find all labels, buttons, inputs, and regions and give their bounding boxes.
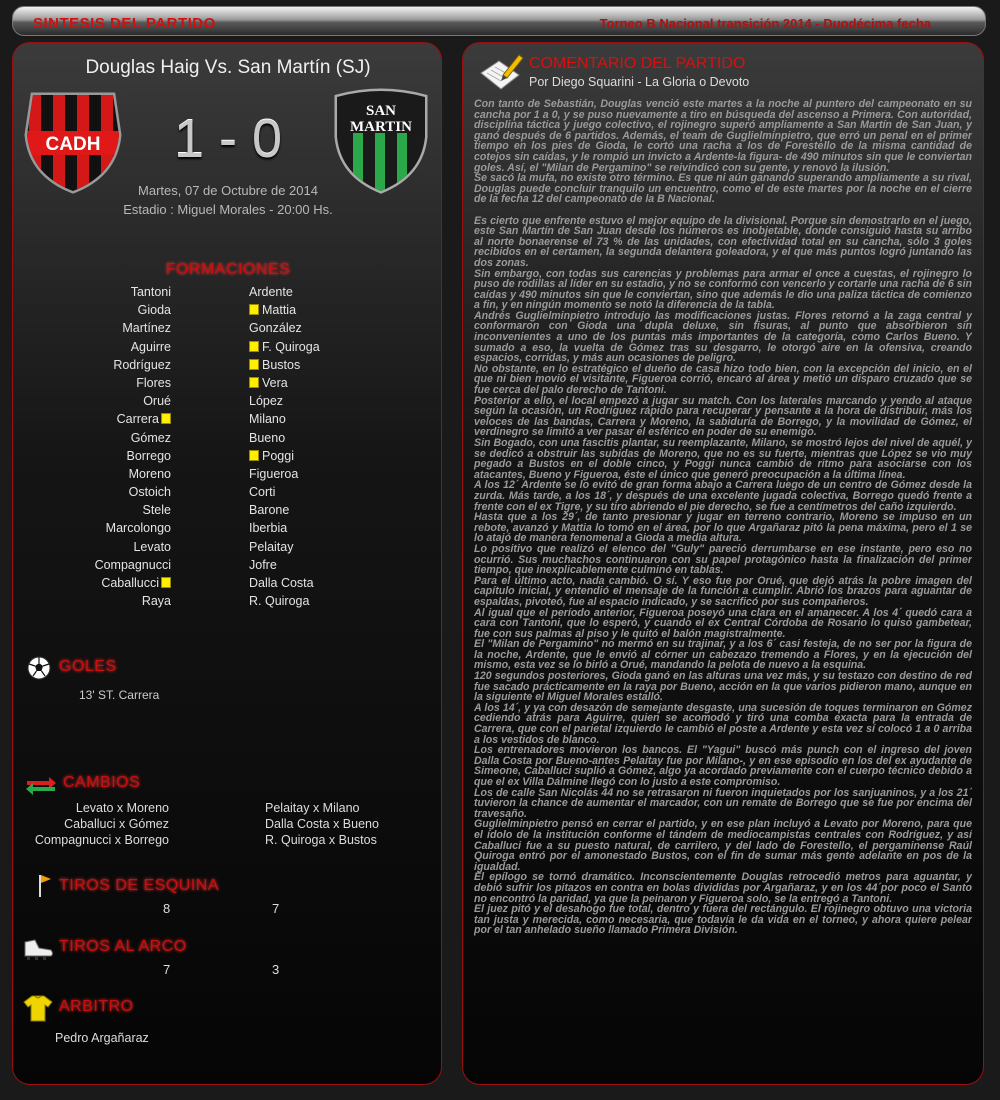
player-name: Ostoich (128, 485, 171, 500)
corners-title: TIROS DE ESQUINA (59, 877, 220, 894)
match-venue: Estadio : Miguel Morales - 20:00 Hs. (123, 202, 333, 217)
player-row (33, 592, 171, 610)
player-row (33, 374, 171, 392)
yellow-card-icon (249, 341, 259, 352)
match-score: 1 - 0 (173, 109, 283, 169)
yellow-card-icon (249, 450, 259, 461)
home-goal-entry: 13' ST. Carrera (79, 688, 160, 702)
corner-flag-icon (33, 873, 57, 897)
home-corners: 8 (163, 901, 171, 916)
player-name: Carrera (116, 412, 159, 427)
player-row (249, 447, 429, 465)
referee-title: ARBITRO (59, 998, 134, 1015)
player-name: R. Quiroga (249, 594, 310, 609)
substitution-arrows-icon (25, 773, 57, 797)
player-name: Rodríguez (113, 357, 171, 372)
player-row (33, 410, 171, 428)
referee-shirt-icon (23, 993, 53, 1023)
football-boot-icon (21, 936, 55, 960)
substitution-entry: Caballuci x Gómez (64, 817, 169, 831)
player-row (249, 392, 429, 410)
yellow-card-icon (249, 304, 259, 315)
player-row (249, 374, 429, 392)
commentary-paragraph: 120 segundos posteriores, Gioda ganó en las alturas una vez más, y su testazo con destino de red fue sacado prácticamente en la raya por Bueno, acción en la que varios pidieron mano, aunque en la siguiente el Miguel Morales estalló. (474, 670, 972, 704)
player-row (249, 338, 429, 356)
player-row (33, 429, 171, 447)
yellow-card-icon (249, 359, 259, 370)
home-lineup (33, 283, 171, 610)
player-row (249, 283, 429, 301)
commentary-paragraph: Andrés Guglielminpietro introdujo las modificaciones justas. Flores retornó a la zaga central y conformaron con Gioda una dupla deluxe, sin fisuras, al punto que absorbieron sin inconvenientes a uno de los puntas más importantes de la categoría, como Carlos Bueno. Y sumado a eso, la vuelta de Gómez tras su desgarro, le otorgó aire en la ofensiva, creando espacios, corridas, y más aun ocasiones de peligro. (474, 309, 972, 365)
player-name: Mattia (262, 303, 297, 318)
player-row (33, 447, 171, 465)
player-name: Vera (262, 375, 288, 390)
commentary-title: COMENTARIO DEL PARTIDO (529, 55, 746, 72)
player-row (33, 556, 171, 574)
home-substitutions (23, 800, 169, 848)
douglas-haig-crest (23, 85, 123, 195)
player-row (33, 574, 171, 592)
substitution-entry: Levato x Moreno (75, 801, 169, 815)
player-name: Poggi (262, 448, 294, 463)
player-name: Dalla Costa (249, 576, 314, 590)
goals-title: GOLES (59, 658, 117, 675)
player-name: Corti (249, 485, 276, 500)
player-name: González (249, 321, 302, 336)
player-name: F. Quiroga (262, 339, 320, 354)
player-name: Aguirre (130, 339, 171, 354)
player-name: Iberbia (249, 521, 288, 536)
commentary-paragraph: Los entrenadores movieron los bancos. El "Yagui" buscó más punch con el ingreso del joven Dalla Costa por Bueno-antes Pelaitay fue por Milano-, y en ese episodio en los del ex ayudante de Simeone, Caballuci suplió a Gómez, algo ya acordado previamente con el cuerpo técnico debido a que el ex Villa Dálmine llegó con lo justo a este compromiso. (474, 744, 972, 788)
substitutions-title: CAMBIOS (63, 774, 141, 791)
player-row (33, 301, 171, 319)
yellow-card-icon (161, 413, 171, 424)
player-name: Barone (249, 503, 290, 518)
player-name: Flores (136, 375, 171, 390)
commentary-paragraph: Guglielminpietro pensó en cerrar el partido, y en ese plan incluyó a Levato por Moreno, para que el ídolo de la institución conforme el tándem de mediocampistas centrales con Rodríguez, y así Caballuci fue a su puesto natural, de carrilero, y del lado de Forestello, el pergaminense Raúl Quiroga entró por el amonestado Bustos, con el fin de sumar más gente adelante en pos de la igualdad. (474, 818, 972, 873)
commentary-paragraph: Los de calle San Nicolás 44 no se retrasaron ni fueron inquietados por los sanjuaninos, y a los 21´ tuvieron la chance de aumentar el marcador, con un remate de Borrego que se fue por encima del travesaño. (474, 786, 972, 820)
away-corners: 7 (272, 901, 280, 916)
player-row (249, 519, 429, 537)
commentary-paragraph: Al igual que el período anterior, Figueroa poseyó una clara en el amanecer. A los 4´ quedó cara a cara con Tantoni, que lo esperó, y cuando el ex Central Córdoba de Rosario lo quiso gambetear, fue con sus palmas al piso y le quitó el balón magistralmente. (474, 606, 972, 640)
player-row (33, 483, 171, 501)
formations-title: FORMACIONES (165, 261, 291, 278)
match-summary-panel (12, 42, 442, 1085)
player-name: Gioda (137, 303, 171, 318)
player-name: Pelaitay (249, 539, 294, 554)
match-info (13, 181, 443, 219)
away-substitutions (265, 800, 435, 848)
player-name: Figueroa (249, 466, 299, 481)
commentary-paragraph: Se sacó la mufa, no existe otro término. Es que ni aún ganando superando ampliamente a su rival, Douglas puede concluir tranquilo un encuentro, como el de este martes por la noche en el cierre de la fecha 12 del campeonato de la B Nacional. (474, 172, 972, 206)
tournament-title: Torneo B Nacional transición 2014 - Duodécima fecha (599, 16, 931, 31)
away-crest-text-bottom: MARTIN (350, 119, 412, 135)
player-name: Ardente (249, 285, 293, 299)
san-martin-crest (331, 85, 431, 195)
player-row (249, 556, 429, 574)
player-name: Jofre (249, 557, 277, 572)
commentary-paragraph: A los 12´ Ardente se lo evitó de gran forma abajo a Carrera luego de un centro de Gómez desde la zurda. Más tarde, a los 18´, y después de una excelente jugada colectiva, Borrego quedó frente a frente con el ex Tigre, y su tiro abriendo el pie derecho, se fue a centímetros del caño izquierdo. (474, 479, 972, 513)
player-row (33, 538, 171, 556)
player-row (249, 465, 429, 483)
away-shots: 3 (272, 962, 280, 977)
commentary-paragraph: El epílogo se tornó dramático. Inconscientemente Douglas retrocedió metros para aguantar, y debió sufrir los pitazos en contra en bolas divididas por Argañaraz, y en los 44´por poco el Santo no encontró la paridad, ya que la peinaron y Figueroa solo, se la entregó a Tantoni. (474, 871, 972, 905)
player-row (33, 519, 171, 537)
player-row (33, 338, 171, 356)
commentary-paragraph: Posterior a ello, el local empezó a jugar su match. Con los laterales marcando y yendo al ataque según la ocasión, un Rodríguez rápido para recuperar y pensante a la hora de distribuir, más los veloces de las bandas, Carrera y Moreno, la sabiduría de Borrego, y la movilidad de Gómez, el verdinegro se limitó a ver pasar el esférico en poder de su enemigo. (474, 394, 972, 439)
yellow-card-icon (249, 377, 259, 388)
away-lineup (249, 283, 429, 610)
away-crest-text-top: SAN (365, 103, 397, 119)
player-name: Milano (249, 412, 286, 427)
player-name: Caballucci (101, 576, 159, 590)
player-row (249, 356, 429, 374)
commentary-paragraph: Hasta que a los 29´, de tanto presionar y jugar en terreno contrario, Moreno se impuso en un rebote, avanzó y Mattia lo tomó en el área, por lo que Argañaraz pitó la pena máxima, pero el 1 se lo atajó de manera fenomenal a Gioda a media altura. (474, 511, 972, 545)
player-row (249, 301, 429, 319)
player-row (249, 574, 429, 592)
commentary-paragraph: El "Milan de Pergamino" no mermó en su trajinar, y a los 6´ casi festeja, de no ser por la figura de la noche, Ardente, que le envió al córner un cabezazo tremendo a Flores, y en la ejecución del mismo, esta vez se lo birló a Orué, mandando la pelota de nuevo a la esquina. (474, 638, 972, 672)
player-row (249, 501, 429, 519)
player-name: Borrego (126, 448, 171, 463)
player-row (249, 538, 429, 556)
commentary-paragraph: No obstante, en lo estratégico el dueño de casa hizo todo bien, con la excepción del inicio, en el que ni bien movió el visitante, Figueroa corrió, encaró al área y metió un disparo cruzado que se fue cerca del palo derecho de Tantoni. (474, 362, 972, 397)
yellow-card-icon (161, 577, 171, 588)
player-name: Bustos (262, 357, 301, 372)
top-header-bar (12, 6, 986, 36)
substitution-entry: Dalla Costa x Bueno (265, 817, 379, 831)
player-name: Stele (142, 503, 171, 518)
soccer-ball-icon (27, 656, 51, 680)
player-name: Martínez (122, 321, 171, 336)
player-row (33, 465, 171, 483)
player-row (249, 429, 429, 447)
commentary-paragraph: Para el último acto, nada cambió. O sí. Y eso fue por Orué, que dejó atrás la pobre imagen del capítulo inicial, y entendió el mensaje de la función a cumplir. Abrió los brazos para aguantar de espaldas, pivoteó, fue al espacio indicado, y se sacrificó por sus compañeros. (474, 574, 972, 608)
match-title: Douglas Haig Vs. San Martín (SJ) (85, 57, 371, 78)
player-row (249, 319, 429, 337)
player-name: Compagnucci (94, 557, 171, 572)
player-name: López (249, 394, 284, 409)
commentary-paragraph: Es cierto que enfrente estuvo el mejor equipo de la divisional. Porque sin demostrarlo en el juego, este San Martín de San Juan desde los números es inobjetable, donde consiguió hasta su arribo al norte bonaerense el 73 % de las unidades, con efectividad total en su cancha, sólo 3 goles recibidos en el certamen, la segunda delantera goleadora, y el que más puntos logró juntando las dos zonas. (474, 214, 972, 269)
player-row (249, 592, 429, 610)
player-row (33, 392, 171, 410)
commentary-paragraph: A los 14´, y ya con desazón de semejante desgaste, una sucesión de toques terminaron en Gómez cediendo atrás para Aguirre, quien se acomodó y tiró una comba exacta para la entrada de Carrera, que con el parietal izquierdo le cambió el poste a Ardente y esta vez sí colocó 1 a 0 arriba a los vestidos de blanco. (474, 701, 972, 746)
commentary-body (474, 99, 972, 1079)
player-row (33, 356, 171, 374)
substitution-entry: Compagnucci x Borrego (34, 833, 169, 847)
home-shots: 7 (163, 962, 171, 977)
player-name: Tantoni (130, 285, 171, 299)
commentary-paragraph: Con tanto de Sebastián, Douglas venció este martes a la noche al puntero del campeonato en su cancha por 1 a 0, y se puso nuevamente a tiro en búsqueda del ascenso a Primera. Con autoridad, disciplina táctica y juego colectivo, el rojinegro superó ampliamente a San Martín de San Juan, y ganó después de 6 partidos. Además, el team de Guglielminpietro, que erró un penal en el primer tiempo en los pies de Gioda, le cortó una racha a los de Forestello de la misma cantidad de cotejos sin caídas, y le rompió un invicto a Ardente-la figura- de 490 minutos sin que le conviertan goles. Así, el "Milan de Pergamino" se reivindicó con su gente, y renovó la ilusión. (474, 99, 972, 174)
match-commentary-panel (462, 42, 984, 1085)
player-row (249, 410, 429, 428)
match-date: Martes, 07 de Octubre de 2014 (138, 183, 318, 198)
commentary-paragraph: Lo positivo que realizó el elenco del "Guly" pareció derrumbarse en ese instante, pero eso no ocurrió. Sus muchachos continuaron con su papel protagónico hasta la finalización del primer tiempo, que inexplicablemente culminó en tablas. (474, 542, 972, 577)
substitution-entry: Pelaitay x Milano (265, 801, 360, 815)
player-name: Raya (141, 594, 171, 609)
commentary-paragraph: Sin embargo, con todas sus carencias y problemas para armar el once a cuestas, el rojinegro lo puso de rodillas al líder en su estadio, y no se conformó con vencerlo y cortarle una racha de 6 sin caídas y 490 minutos sin que le conviertan, sino que además le dio una paliza táctica de comienzo a fin, y en ningún momento se notó la diferencia de la tabla. (474, 267, 972, 312)
player-name: Orué (143, 394, 171, 409)
commentary-author: Por Diego Squarini - La Gloria o Devoto (529, 75, 750, 89)
home-crest-text: CADH (45, 134, 101, 155)
section-header-title: SINTESIS DEL PARTIDO (33, 15, 216, 32)
player-row (33, 501, 171, 519)
substitution-entry: R. Quiroga x Bustos (265, 833, 377, 847)
player-name: Gómez (130, 430, 171, 445)
commentary-paragraph: El juez pitó y el desahogo fue total, dentro y fuera del rectángulo. El rojinegro obtuvo una victoria tan justa y merecida, como necesaria, que todavía le da vida en el torneo, y ahora quiere pelear por el tan anhelado sueño llamado Primera División. (474, 903, 972, 937)
player-name: Moreno (128, 466, 171, 481)
player-row (33, 283, 171, 301)
player-row (249, 483, 429, 501)
referee-name: Pedro Argañaraz (55, 1031, 149, 1045)
commentary-paragraph: Sin Bogado, con una fascitis plantar, su reemplazante, Milano, se mostró lejos del nivel de aquél, y se dedicó a obstruir las subidas de Moreno, que no es su fuerte, mientras que López se vio muy pegado a Bustos en el doble cinco, y Poggi nunca cambió de ritmo para asociarse con los atacantes, Bueno y Figueroa, éste el único que generó preocupación a la última línea. (474, 437, 972, 481)
player-name: Bueno (249, 430, 286, 445)
player-name: Marcolongo (105, 521, 171, 536)
player-name: Levato (133, 539, 171, 554)
player-row (33, 319, 171, 337)
shots-title: TIROS AL ARCO (59, 938, 187, 955)
notepad-pencil-icon (477, 51, 525, 95)
